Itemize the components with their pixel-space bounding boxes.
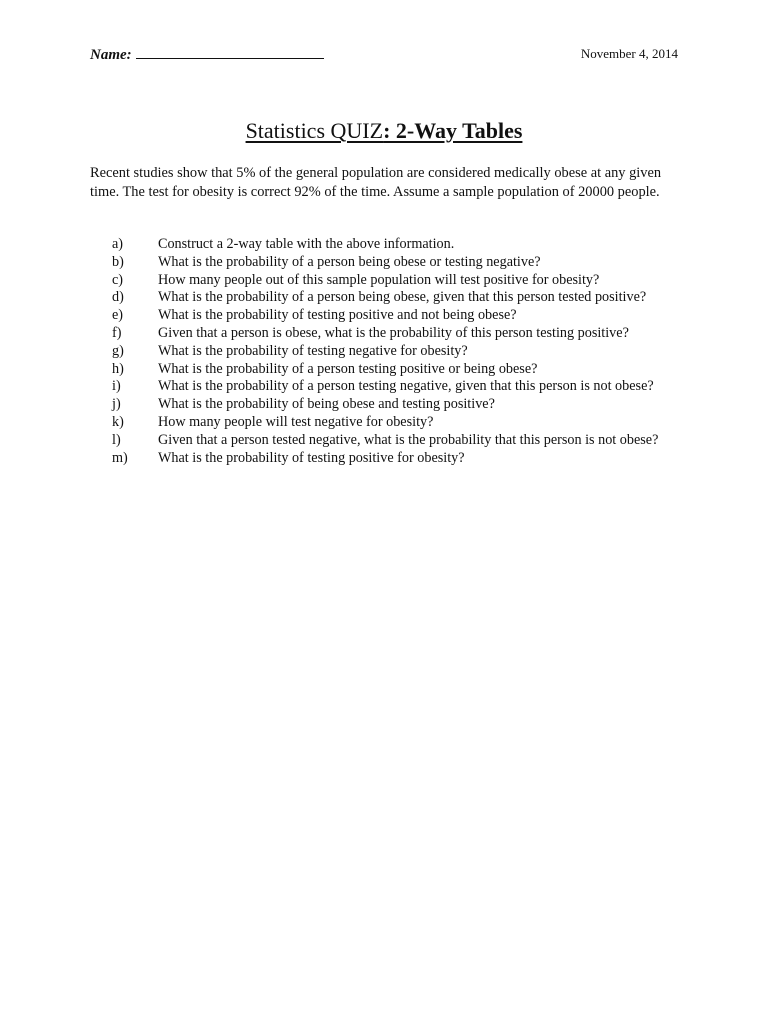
quiz-date: November 4, 2014	[580, 46, 678, 61]
question-text: What is the probability of a person being obese or testing negative?	[158, 253, 541, 270]
question-letter: l)	[112, 431, 121, 448]
question-text: What is the probability of a person testing negative, given that this person is not obese?	[158, 378, 654, 395]
question-item	[112, 432, 692, 450]
intro-paragraph: Recent studies show that 5% of the general population are considered medically obese at any given time. The test for obesity is correct 92% of the time. Assume a sample population of 20000 people.	[90, 165, 662, 200]
question-letter: b)	[112, 253, 124, 270]
title-subject: Statistics QUIZ	[245, 118, 384, 143]
question-item	[112, 289, 692, 307]
question-item	[112, 307, 692, 325]
question-text: What is the probability of being obese and testing positive?	[158, 396, 495, 413]
question-item	[112, 272, 692, 290]
question-letter: d)	[112, 289, 124, 306]
name-label: Name:	[90, 47, 132, 63]
question-list	[112, 236, 692, 467]
name-blank-line	[136, 44, 324, 59]
question-item	[112, 254, 692, 272]
question-text: How many people will test negative for obesity?	[158, 413, 434, 430]
question-text: What is the probability of testing negative for obesity?	[158, 342, 468, 359]
page-title	[0, 118, 768, 144]
question-letter: a)	[112, 236, 124, 252]
header	[90, 44, 678, 66]
question-item	[112, 361, 692, 379]
question-text: How many people out of this sample population will test positive for obesity?	[158, 271, 600, 288]
question-item	[112, 414, 692, 432]
question-letter: m)	[112, 449, 128, 466]
question-text: What is the probability of a person testing positive or being obese?	[158, 360, 538, 377]
question-item	[112, 396, 692, 414]
question-text: What is the probability of a person being obese, given that this person tested positive?	[158, 289, 647, 306]
question-text: What is the probability of testing positive and not being obese?	[158, 307, 517, 324]
question-item	[112, 236, 692, 254]
title-topic: : 2-Way Tables	[383, 118, 523, 143]
question-text: Given that a person tested negative, what is the probability that this person is not obese?	[158, 431, 659, 448]
question-letter: c)	[112, 271, 124, 288]
question-letter: k)	[112, 413, 124, 430]
question-letter: g)	[112, 342, 124, 359]
question-letter: e)	[112, 307, 124, 324]
question-letter: f)	[112, 324, 122, 341]
question-item	[112, 450, 692, 468]
question-item	[112, 325, 692, 343]
question-item	[112, 378, 692, 396]
question-item	[112, 343, 692, 361]
question-text: What is the probability of testing positive for obesity?	[158, 449, 465, 466]
question-text: Construct a 2-way table with the above information.	[158, 236, 455, 252]
question-letter: j)	[112, 396, 121, 413]
question-letter: i)	[112, 378, 121, 395]
question-letter: h)	[112, 360, 124, 377]
question-text: Given that a person is obese, what is the probability of this person testing positive?	[158, 324, 629, 341]
name-field	[90, 44, 324, 64]
